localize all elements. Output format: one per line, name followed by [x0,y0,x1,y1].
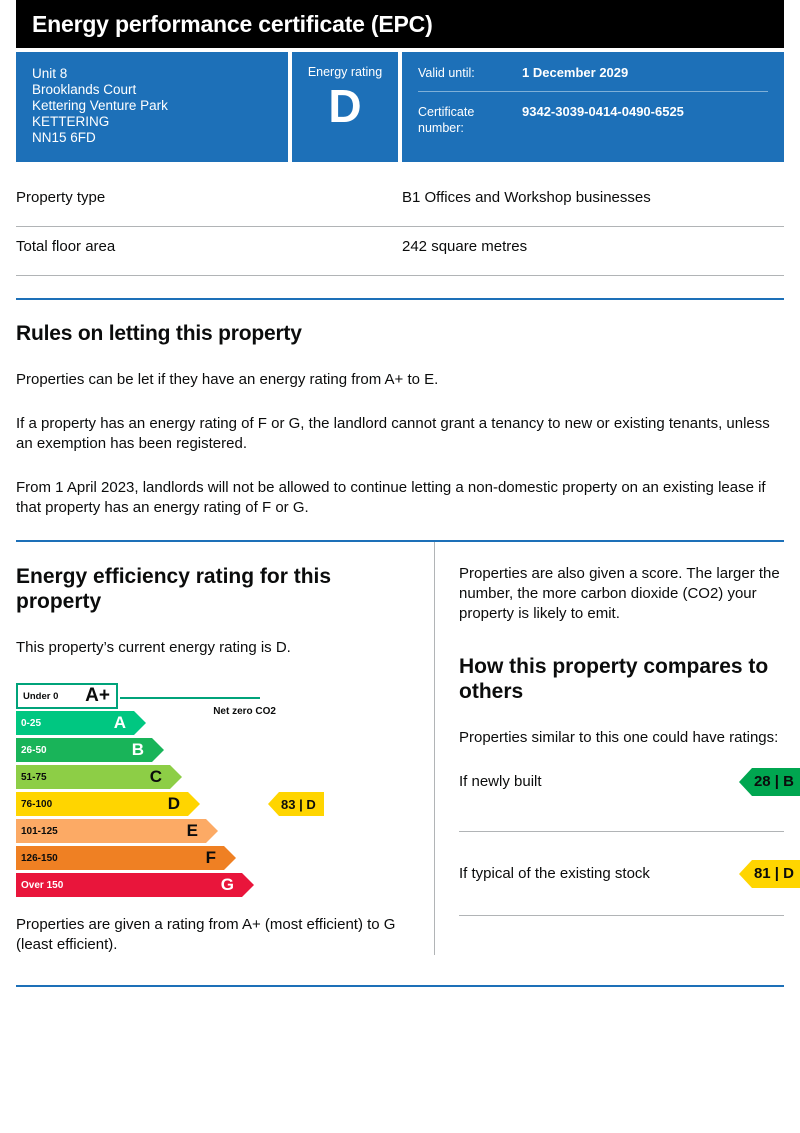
certificate-summary [16,52,784,162]
epc-band-letter: E [186,821,198,840]
epc-bar-chart [16,684,410,897]
epc-band-box [16,873,242,897]
epc-band-box [16,683,118,709]
comparison-column [434,542,794,955]
epc-band-box [16,765,170,789]
epc-band-letter: B [131,740,144,759]
comparison-badge-value: 28 | B [752,768,800,796]
epc-band-aplus [16,684,410,717]
address-postcode: NN15 6FD [32,130,96,145]
net-zero-label: Net zero CO2 [213,706,276,717]
certificate-number-row [418,92,768,146]
energy-rating-label: Energy rating [307,65,383,79]
epc-band-letter: A [113,713,126,732]
valid-until-row [418,65,768,92]
energy-rating-letter: D [328,80,362,132]
comparison-badge [739,768,800,796]
epc-band-c [16,765,410,789]
epc-band-box [16,738,152,762]
certificate-number-value: 9342-3039-0414-0490-6525 [522,104,684,119]
efficiency-heading: Energy efficiency rating for this property [16,565,332,613]
detail-row-property-type [16,184,784,227]
epc-band-range: 0-25 [21,717,42,729]
epc-band-d [16,792,410,816]
epc-band-range: 76-100 [21,798,53,810]
score-note: Properties are also given a score. The larger the number, the more carbon dioxide (CO2) your property is likely to emit. [459,565,780,622]
valid-until-value: 1 December 2029 [522,65,629,80]
address-line-1: Unit 8 [32,66,68,81]
epc-band-letter: G [220,875,234,894]
letting-rules-section [16,322,784,518]
current-rating-marker [268,792,324,816]
document-title-bar [16,0,784,48]
marker-arrow-icon [268,792,279,816]
letting-rules-paragraph-1: Properties can be let if they have an energy rating from A+ to E. [16,371,439,388]
address-line-3: Kettering Venture Park [32,98,168,113]
comparison-heading: How this property compares to others [459,655,769,703]
epc-band-letter: F [205,848,216,867]
certificate-number-label: Certificate number: [418,105,475,135]
page-title: Energy performance certificate (EPC) [32,10,433,37]
epc-band-letter: C [149,767,162,786]
epc-band-b [16,738,410,762]
comparison-label: If typical of the existing stock [459,865,650,882]
epc-band-range: 26-50 [21,744,47,756]
epc-band-range: 51-75 [21,771,47,783]
detail-row-floor-area [16,227,784,276]
epc-band-box [16,792,188,816]
valid-until-label: Valid until: [418,66,475,80]
energy-rating-badge [288,52,398,162]
epc-band-e [16,819,410,843]
letting-rules-paragraph-3: From 1 April 2023, landlords will not be allowed to continue letting a non-domestic property on an existing lease if that property has an energy rating of F or G. [16,479,766,516]
epc-band-box [16,819,206,843]
epc-band-range: Over 150 [21,879,64,891]
efficiency-column [16,542,434,955]
letting-rules-heading: Rules on letting this property [16,322,302,345]
detail-value: 242 square metres [402,238,528,255]
comparison-badge [739,860,800,888]
comparison-label: If newly built [459,773,542,790]
property-details [16,184,784,276]
address-line-4: KETTERING [32,114,110,129]
comparison-row-newly-built [459,748,794,832]
badge-arrow-icon [739,860,752,888]
detail-key: Property type [16,189,106,206]
epc-band-box [16,846,224,870]
section-divider [16,985,784,987]
epc-band-f [16,846,410,870]
epc-band-range: 101-125 [21,825,58,837]
epc-band-a [16,711,410,735]
badge-arrow-icon [739,768,752,796]
detail-value: B1 Offices and Workshop businesses [402,189,651,206]
epc-band-range: Under 0 [23,690,59,702]
address-line-2: Brooklands Court [32,82,137,97]
detail-key: Total floor area [16,238,116,255]
section-divider [16,298,784,300]
current-rating-value: 83 | D [279,792,324,816]
epc-band-g [16,873,410,897]
comparison-row-existing-stock [459,832,794,916]
epc-band-box [16,711,134,735]
rating-columns [16,542,794,955]
epc-band-range: 126-150 [21,852,58,864]
epc-band-letter: D [167,794,180,813]
certificate-meta [398,52,784,162]
letting-rules-paragraph-2: If a property has an energy rating of F or G, the landlord cannot grant a tenancy to new or existing tenants, unless an exemption has been registered. [16,415,770,452]
net-zero-line [120,697,260,699]
chart-footnote: Properties are given a rating from A+ (most efficient) to G (least efficient). [16,916,396,953]
property-address [16,52,288,162]
current-rating-text: This property’s current energy rating is D. [16,639,291,656]
comparison-intro: Properties similar to this one could have ratings: [459,729,779,746]
epc-band-letter: A+ [85,685,110,706]
comparison-badge-value: 81 | D [752,860,800,888]
